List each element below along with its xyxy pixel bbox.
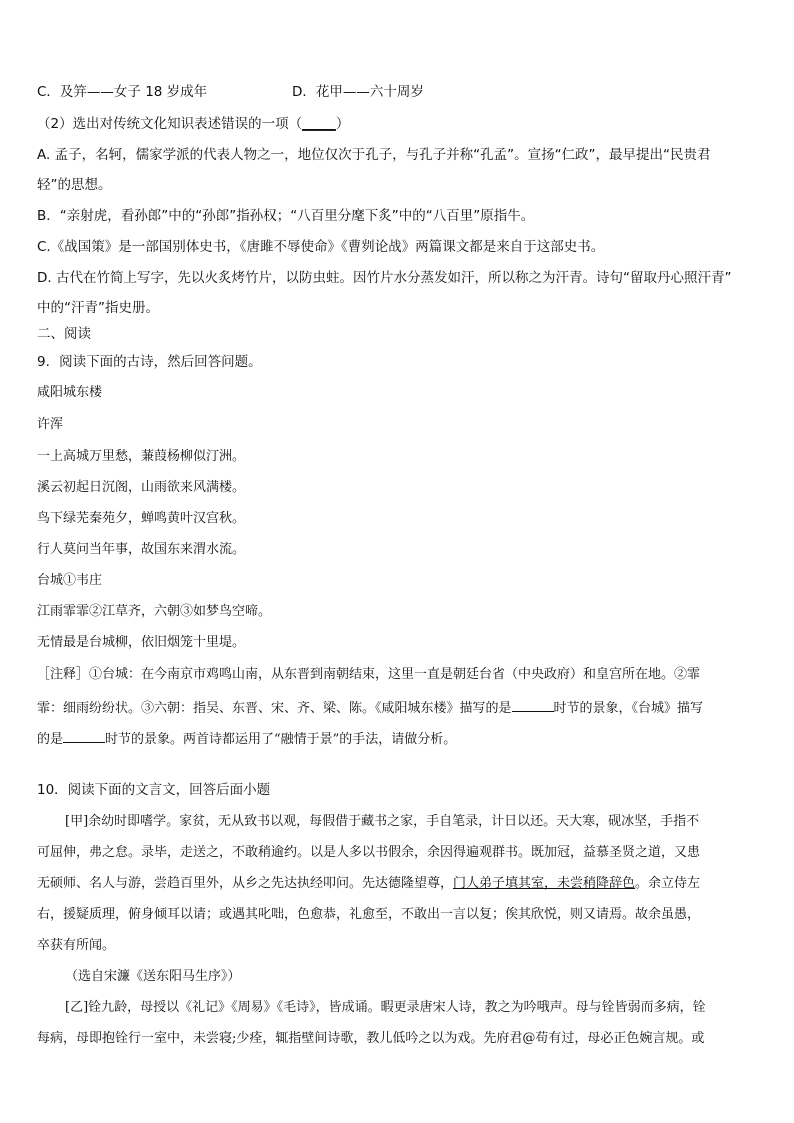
- poem-1-line: 一上高城万里愁，蒹葭杨柳似汀洲。: [37, 449, 246, 464]
- stem-text-after: ）: [335, 116, 350, 132]
- stem-text-before: （2）选出对传统文化知识表述错误的一项（: [37, 116, 303, 132]
- option-c-text: C.《战国策》是一部国别体史书，《唐雎不辱使命》《曹刿论战》两篇课文都是来自于这部史书。: [37, 239, 605, 255]
- option-c: C．及笄——女子 18 岁成年: [37, 84, 208, 100]
- passage-text: 。余立侍左: [635, 876, 701, 891]
- note-line-3: [37, 728, 456, 749]
- poem-1-author: 许浑: [37, 417, 64, 432]
- answer-blank[interactable]: [512, 697, 554, 712]
- question-10-stem: 10．阅读下面的文言文，回答后面小题: [37, 782, 271, 798]
- option-a-line-1: A. 孟子，名轲，儒家学派的代表人物之一，地位仅次于孔子，与孔子并称“孔孟”。宣扬“仁政”，最早提出“民贵君: [37, 147, 711, 163]
- option-d-line-1: D. 古代在竹简上写字，先以火炙烤竹片，以防虫蛀。因竹片水分蒸发如汗，所以称之为汗青。诗句“留取丹心照汗青”: [37, 270, 732, 286]
- passage-jia-line: [甲]余幼时即嗜学。家贫，无从致书以观，每假借于藏书之家，手自笔录，计日以还。天大寒，砚冰坚，手指不: [65, 814, 700, 829]
- note-text: 时节的景象。两首诗都运用了“融情于景”的手法，请做分析。: [105, 732, 457, 747]
- poem-1-title: 咸阳城东楼: [37, 385, 103, 400]
- note-line-1: ［注释］①台城：在今南京市鸡鸣山南，从东晋到南朝结束，这里一直是朝廷台省（中央政府）和皇宫所在地。②霏: [37, 667, 701, 682]
- passage-jia-source: （选自宋濂《送东阳马生序》）: [65, 969, 241, 984]
- question-9-stem: 9．阅读下面的古诗，然后回答问题。: [37, 354, 262, 370]
- poem-1-line: 鸟下绿芜秦苑夕，蝉鸣黄叶汉宫秋。: [37, 511, 246, 526]
- section-title: 二、阅读: [37, 326, 91, 342]
- poem-1-line: 溪云初起日沉阁，山雨欲来风满楼。: [37, 480, 246, 495]
- passage-yi-line: 每病，母即抱铨行一室中，未尝寝;少痊，辄指壁间诗歌，教儿低吟之以为戏。先府君@苟有过，母必正色婉言规。或: [37, 1031, 705, 1046]
- poem-2-line: 无情最是台城柳，依旧烟笼十里堤。: [37, 635, 246, 650]
- option-d: D．花甲——六十周岁: [292, 84, 424, 100]
- option-d-line-2: 中的“汗青”指史册。: [37, 300, 159, 316]
- passage-jia-line: 卒获有所闻。: [37, 938, 116, 953]
- answer-blank[interactable]: [63, 728, 105, 743]
- note-line-2: [37, 697, 703, 718]
- option-a-line-2: 轻”的思想。: [37, 177, 112, 193]
- option-b: B．“亲射虎，看孙郎”中的“孙郎”指孙权；“八百里分麾下炙”中的“八百里”原指牛。: [37, 208, 535, 224]
- note-text: 的是: [37, 732, 64, 747]
- question-8-2-stem: [37, 115, 349, 133]
- passage-yi-line: [乙]铨九龄，母授以《礼记》《周易》《毛诗》，皆成诵。暇更录唐宋人诗，教之为吟哦声。母与铨皆弱而多病，铨: [65, 1000, 706, 1015]
- passage-jia-line: 可屈伸，弗之怠。录毕，走送之，不敢稍逾约。以是人多以书假余，余因得遍观群书。既加冠，益慕圣贤之道，又患: [37, 845, 701, 860]
- note-text: 霏：细雨纷纷状。③六朝：指吴、东晋、宋、齐、梁、陈。《咸阳城东楼》描写的是: [37, 701, 512, 716]
- passage-text: 无硕师、名人与游，尝趋百里外，从乡之先达执经叩问。先达德隆望尊，: [37, 876, 454, 891]
- passage-jia-line: 右，援疑质理，俯身倾耳以请；或遇其叱咄，色愈恭，礼愈至，不敢出一言以复；俟其欣悦，则又请焉。故余虽愚，: [37, 907, 701, 922]
- note-text: 时节的景象，《台城》描写: [553, 701, 704, 716]
- passage-jia-line: [37, 875, 700, 893]
- poem-2-line: 江雨霏霏②江草齐，六朝③如梦鸟空啼。: [37, 604, 272, 619]
- poem-1-line: 行人莫问当年事，故国东来渭水流。: [37, 542, 246, 557]
- underlined-sentence: 门人弟子填其室，未尝稍降辞色: [453, 876, 636, 891]
- answer-blank: _____: [302, 116, 336, 132]
- poem-2-title: 台城①韦庄: [37, 573, 103, 588]
